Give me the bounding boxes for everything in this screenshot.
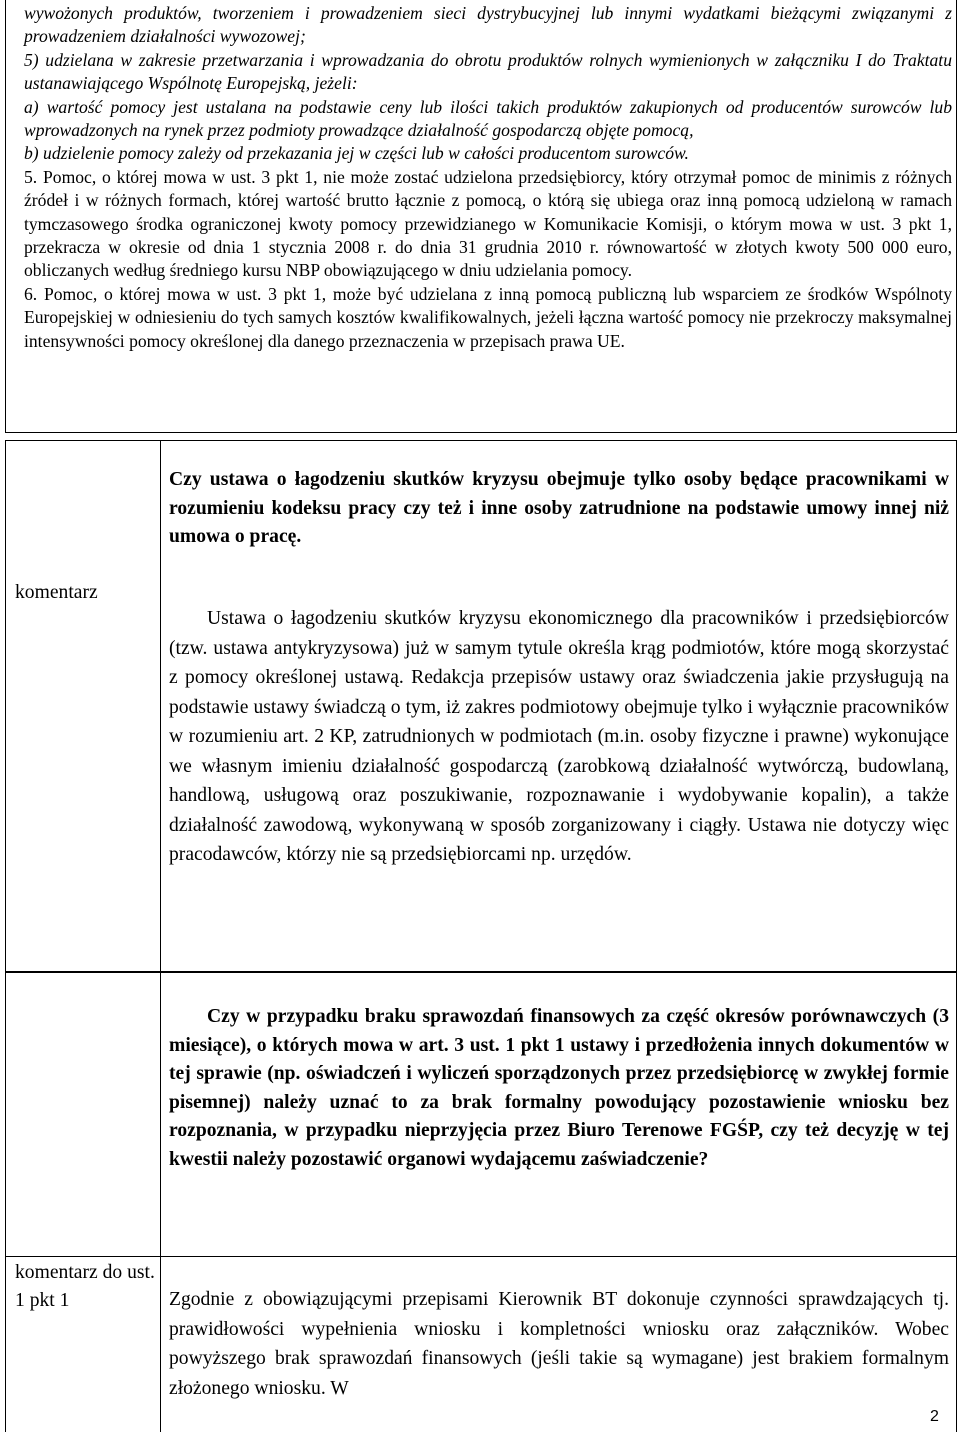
provision-point-5: 5) udzielana w zakresie przetwarzania i wprowadzania do obrotu produktów rolnych wymienionych w załączniku I do Traktatu ustanawiającego Wspólnotę Europejską, jeżeli: — [24, 49, 952, 94]
provision-paragraph-6: 6. Pomoc, o której mowa w ust. 3 pkt 1, może być udzielana z inną pomocą publiczną lub wsparciem ze środków Wspólnoty Europejskiej w odniesieniu do tych samych kosztów kwalifikowalnych, jeżeli łączna wartość pomocy nie przekroczy maksymalnej intensywności pomocy określonej dla danego przeznaczenia w przepisach prawa UE. — [24, 283, 952, 351]
row-separator — [6, 1256, 956, 1257]
page-number: 2 — [930, 1408, 939, 1425]
qa-table-2 — [5, 972, 957, 1432]
question-2: Czy w przypadku braku sprawozdań finansowych za część okresów porównawczych (3 miesiące), o których mowa w art. 3 ust. 1 pkt 1 ustawy i przedłożenia innych dokumentów w tej sprawie (np. oświadczeń i wyliczeń sporządzonych przez przedsiębiorcę w zwykłej formie pisemnej) należy uznać to za brak formalny powodujący pozostawienie wniosku bez rozpoznania, w przypadku nieprzyjęcia przez Biuro Terenowe FGŚP, czy też decyzję w tej kwestii należy pozostawić organowi wydającemu zaświadczenie? — [169, 1006, 949, 1170]
qa-table-1 — [5, 440, 957, 972]
provision-paragraph-5: 5. Pomoc, o której mowa w ust. 3 pkt 1, nie może zostać udzielona przedsiębiorcy, który otrzymał pomoc de minimis z różnych źródeł i w różnych formach, której wartość brutto łącznie z pomocą, o którą się ubiega oraz inną pomocą udzieloną w ramach tymczasowego środka ograniczonej kwoty pomocy przewidzianego w Komunikacie Komisji, o którym mowa w ust. 3 pkt 1, przekracza w okresie od dnia 1 stycznia 2008 r. do dnia 31 grudnia 2010 r. równowartość w złotych kwoty 500 000 euro, obliczanych według średniego kursu NBP obowiązującego w dniu udzielania pomocy. — [24, 166, 952, 281]
comment-label-1: komentarz — [15, 582, 98, 603]
column-divider — [160, 441, 161, 971]
top-text-cell — [5, 0, 957, 433]
provision-point-b: b) udzielenie pomocy zależy od przekazania jej w części lub w całości producentom surowców. — [24, 143, 689, 164]
question-1: Czy ustawa o łagodzeniu skutków kryzysu obejmuje tylko osoby będące pracownikami w rozumieniu kodeksu pracy czy też i inne osoby zatrudnione na podstawie umowy innej niż umowa o pracę. — [169, 469, 949, 548]
provision-point-a: a) wartość pomocy jest ustalana na podstawie ceny lub ilości takich produktów zakupionych od producentów surowców lub wprowadzonych na rynek przez podmioty prowadzące działalność gospodarczą objęte pomocą, — [24, 96, 952, 141]
column-divider — [160, 973, 161, 1432]
legal-provisions-text — [24, 2, 952, 353]
provision-line-1: wywożonych produktów, tworzeniem i prowadzeniem sieci dystrybucyjnej lub innymi wydatkami bieżącymi związanymi z prowadzeniem działalności wywozowej; — [24, 3, 952, 47]
answer-1: Ustawa o łagodzeniu skutków kryzysu ekonomicznego dla pracowników i przedsiębiorców (tzw. ustawa antykryzysowa) już w samym tytule określa krąg podmiotów, które mogą skorzystać z pomocy określonej ustawą. Redakcja przepisów ustawy oraz świadczenia jakie przysługują na podstawie ustawy świadczą o tym, iż zakres podmiotowy obejmuje tylko i wyłącznie pracowników w rozumieniu art. 2 KP, zatrudnionych w podmiotach (m.in. osoby fizyczne i prawne) wykonujące we własnym imieniu działalność gospodarczą (zarobkową działalność wytwórczą, budowlaną, handlową, usługową oraz poszukiwanie, rozpoznawanie i wydobywanie kopalin), a także działalność zawodową, wykonywaną w sposób zorganizowany i ciągły. Ustawa nie dotyczy więc pracodawców, którzy nie są przedsiębiorcami np. urzędów. — [169, 608, 949, 865]
comment-label-2: komentarz do ust. 1 pkt 1 — [15, 1262, 155, 1311]
answer-2: Zgodnie z obowiązującymi przepisami Kierownik BT dokonuje czynności sprawdzających tj. prawidłowości wypełnienia wniosku i kompletności wniosku oraz załączników. Wobec powyższego brak sprawozdań finansowych (jeśli takie są wymagane) jest brakiem formalnym złożonego wniosku. W — [169, 1289, 949, 1399]
